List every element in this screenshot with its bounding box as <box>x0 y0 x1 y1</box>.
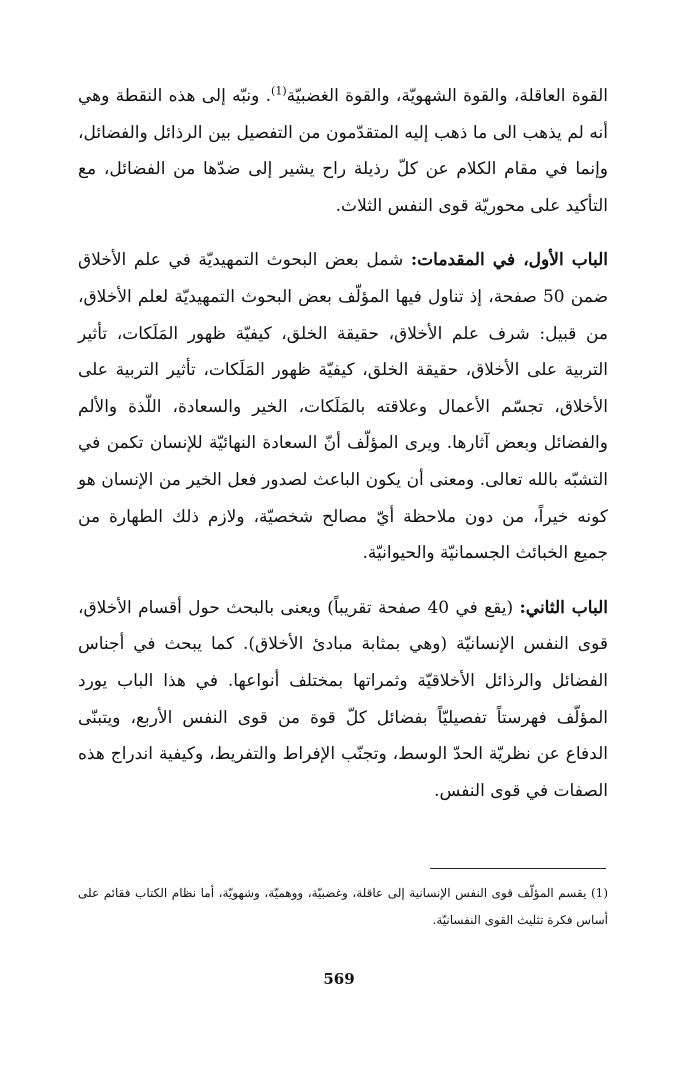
footnote <box>78 880 608 934</box>
footnote-reference[interactable]: (1) <box>271 84 287 98</box>
footnote-divider <box>430 868 606 869</box>
paragraph-chapter-1: الباب الأول، في المقدمات: شمل بعض البحوث التمهيديّة في علم الأخلاق ضمن 50 صفحة، إذ تناول فيها المؤلّف بعض البحوث التمهيديّة لعلم الأخلاق، من قبيل: شرف علم الأخلاق، حقيقة الخلق، كيفيّة ظهور المَلَكات، تأثير التربية على الأخلاق، حقيقة الخلق، كيفيّة ظهور المَلَكات، تأثير التربية على الأخلاق، تجسّم الأعمال وعلاقته بالمَلَكات، الخير والسعادة، اللّذة والألم والفضائل وبعض آثارها. ويرى المؤلّف أنّ السعادة النهائيّة للإنسان تكمن في التشبّه بالله تعالى. ومعنى أن يكون الباعث لصدور فعل الخير من الإنسان هو كونه خيراً، من دون ملاحظة أيّ مصالح شخصيّة، ولازم ذلك الطهارة من جميع الخبائث الجسمانيّة والحيوانيّة. <box>78 250 608 564</box>
page-body <box>78 78 608 827</box>
footnote-text: يقسم المؤلّف قوى النفس الإنسانية إلى عاقلة، وغضبيّة، ووهميّة، وشهويّة، أما نظام الكتاب فقائم على أساس فكرة تثليث القوى النفسانيّة. <box>78 886 608 927</box>
page-number: 569 <box>323 970 355 988</box>
chapter-2-heading: الباب الثاني: <box>519 597 608 618</box>
chapter-1-heading: الباب الأول، في المقدمات: <box>410 250 608 271</box>
paragraph-1: القوة العاقلة، والقوة الشهويّة، والقوة الغضبيّة$^{(1)}$. ونبّه إلى هذه النقطة وهي أنه لم يذهب الى ما ذهب إليه المتقدّمون من التفصيل بين الرذائل والفضائل، وإنما في مقام الكلام عن كلّ رذيلة راح يشير إلى ضدّها من الفضائل، مع التأكيد على محوريّة قوى النفس الثلاث. <box>78 84 608 216</box>
paragraph-chapter-2: الباب الثاني: (يقع في 40 صفحة تقريباً) ويعنى بالبحث حول أقسام الأخلاق، قوى النفس الإنسانيّة (وهي بمثابة مبادئ الأخلاق). كما يبحث في أجناس الفضائل والرذائل الأخلاقيّة وثمراتها بمختلف أنواعها. في هذا الباب يورد المؤلّف فهرستاً تفصيليّاً بفضائل كلّ قوة من قوى النفس الأربع، ويتبنّى الدفاع عن نظريّة الحدّ الوسط، وتجنّب الإفراط والتفريط، وكيفية اندراج هذه الصفات في قوى النفس. <box>78 597 608 801</box>
footnote-marker: (1) <box>590 886 608 900</box>
